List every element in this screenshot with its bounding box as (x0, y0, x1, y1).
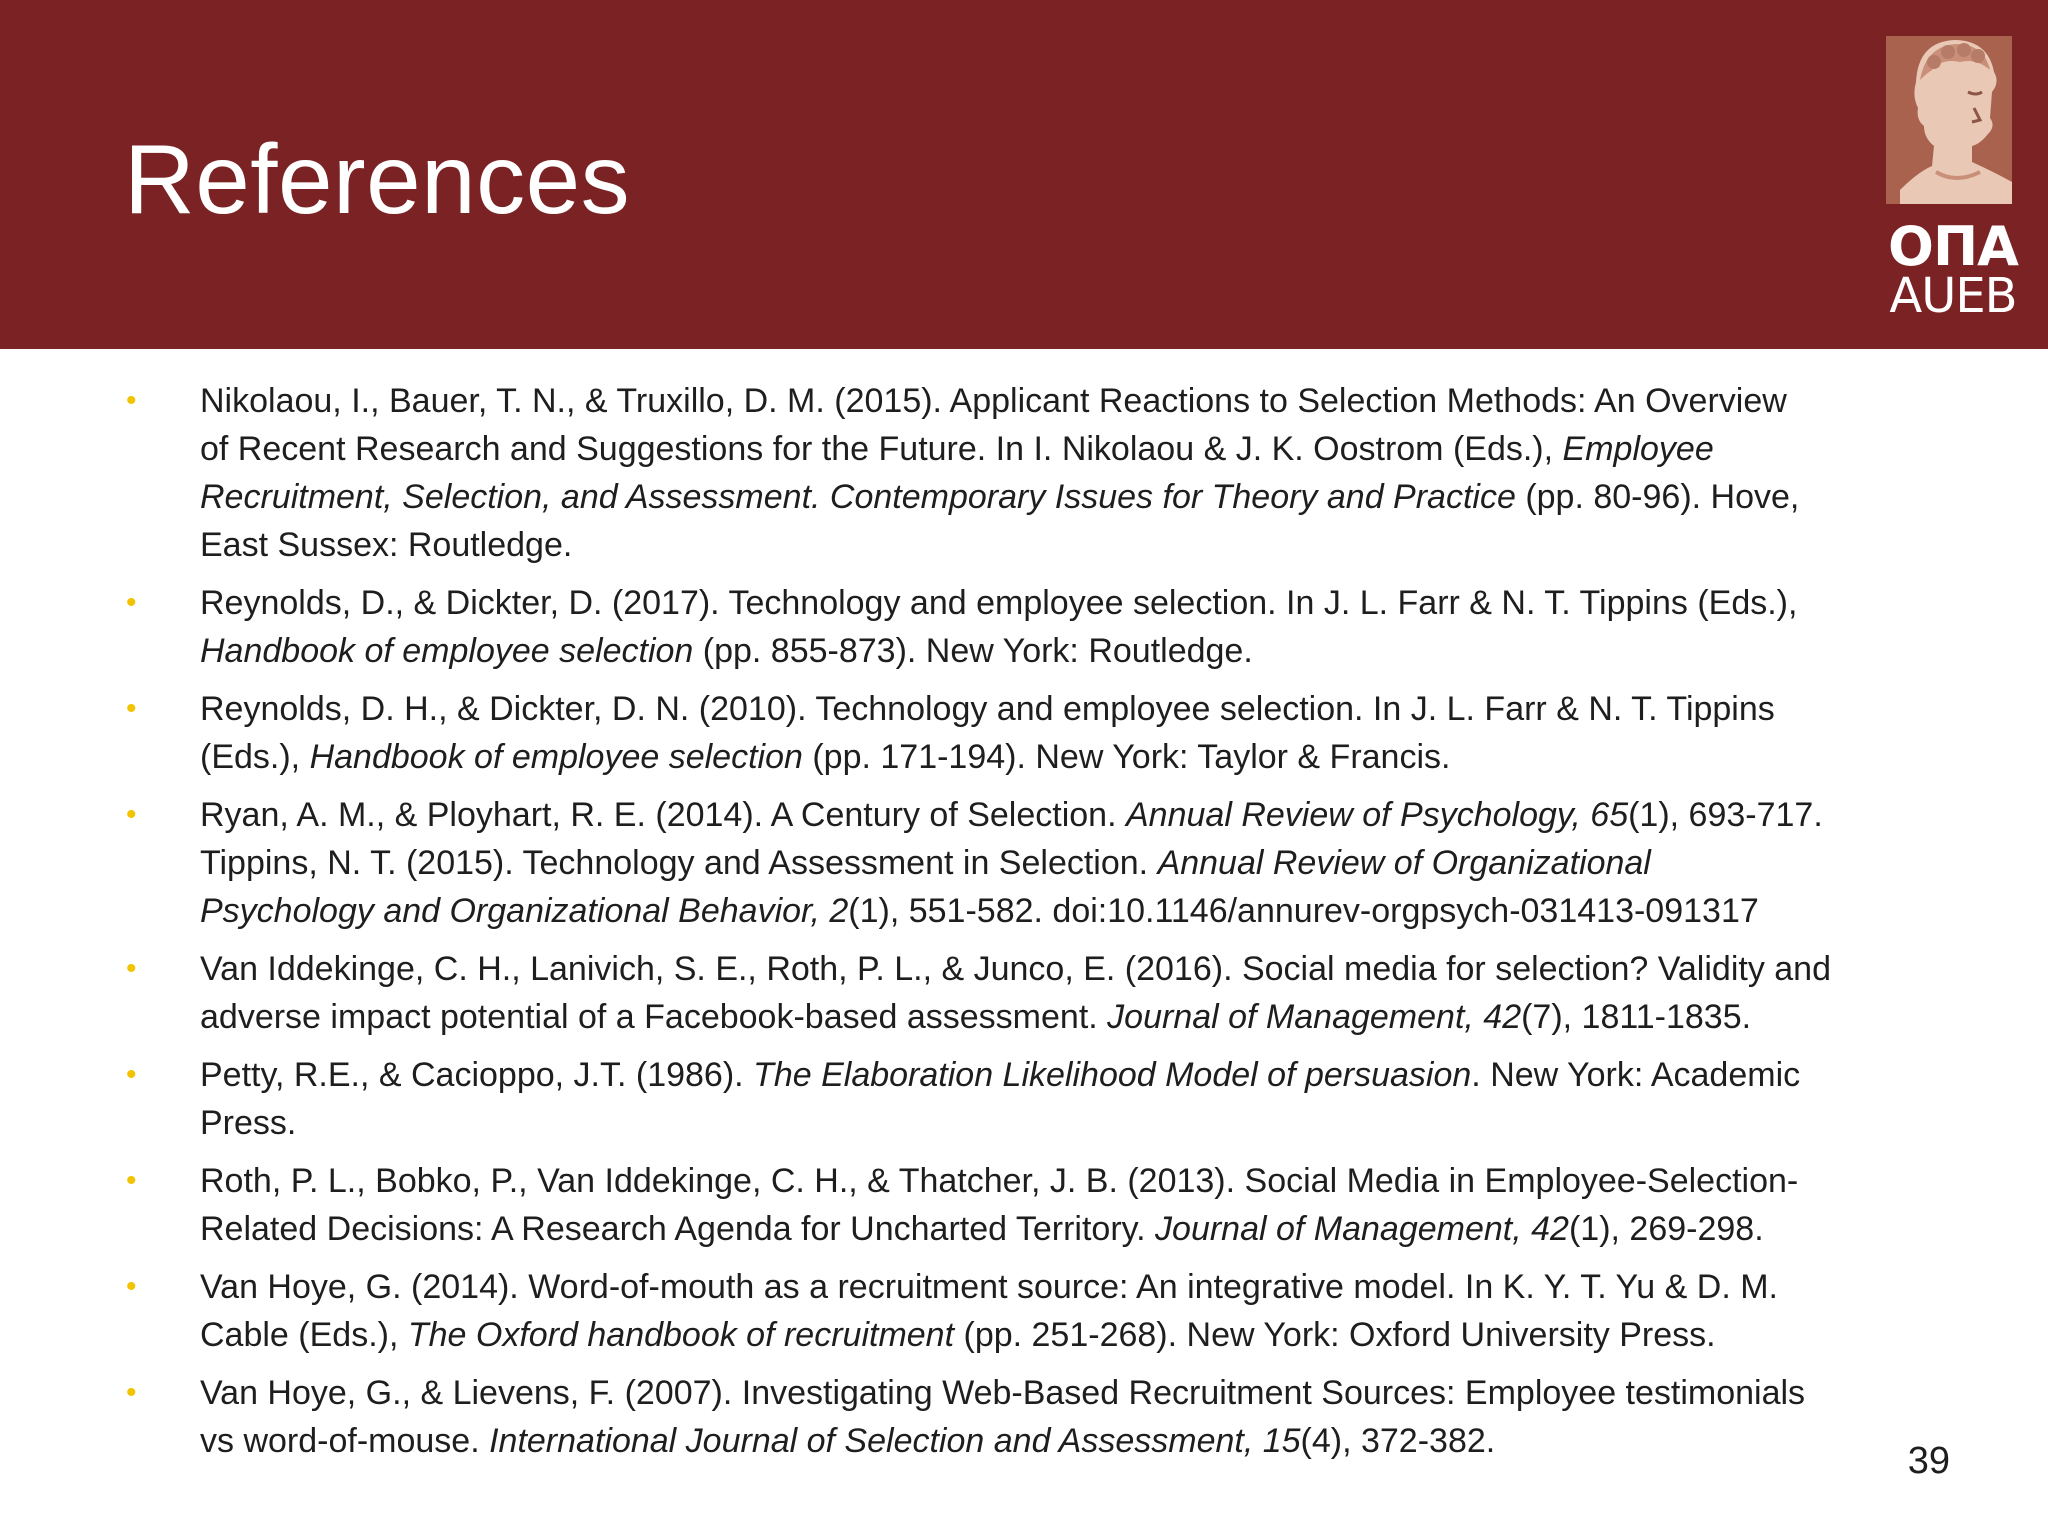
bullet-icon: • (126, 1376, 137, 1409)
reference-text: Cable (Eds.), (200, 1316, 408, 1354)
reference-text: Roth, P. L., Bobko, P., Van Iddekinge, C. H., & Thatcher, J. B. (2013). Social Media in Employee-Selection- (200, 1162, 1799, 1200)
reference-line (200, 1051, 1920, 1099)
reference-italic-text: Handbook of employee selection (200, 632, 694, 670)
slide-body (0, 349, 2048, 1536)
reference-text: vs word-of-mouse. (200, 1422, 490, 1460)
reference-italic-text: Handbook of employee selection (309, 738, 803, 776)
logo-text-aueb: AUEB (1889, 268, 2017, 324)
reference-text: Van Hoye, G. (2014). Word-of-mouth as a recruitment source: An integrative model. In K. Y. T. Yu & D. M. (200, 1268, 1778, 1306)
reference-line (200, 887, 1920, 935)
reference-line (200, 1369, 1920, 1417)
reference-italic-text: Journal of Management, 42 (1155, 1210, 1569, 1248)
bullet-icon: • (126, 1270, 137, 1303)
reference-line (200, 377, 1920, 425)
reference-text: . New York: Academic (1471, 1056, 1801, 1094)
slide-title: References (124, 124, 631, 234)
reference-line (200, 425, 1920, 473)
reference-italic-text: Annual Review of Organizational (1157, 844, 1651, 882)
bullet-icon: • (126, 586, 137, 619)
reference-italic-text: The Elaboration Likelihood Model of persuasion (753, 1056, 1472, 1094)
reference-text: (pp. 171-194). New York: Taylor & Francis. (802, 738, 1451, 776)
reference-text: Related Decisions: A Research Agenda for Uncharted Territory. (200, 1210, 1156, 1248)
reference-line (200, 1157, 1920, 1205)
reference-list (126, 377, 1920, 1475)
reference-italic-text: Journal of Management, 42 (1107, 998, 1522, 1036)
reference-item (126, 685, 1920, 781)
reference-line (200, 579, 1920, 627)
reference-text: Petty, R.E., & Cacioppo, J.T. (1986). (200, 1056, 754, 1094)
reference-text: of Recent Research and Suggestions for the Future. In I. Nikolaou & J. K. Oostrom (Eds.), (200, 430, 1563, 468)
reference-line (200, 993, 1920, 1041)
reference-text: (pp. 855-873). New York: Routledge. (693, 632, 1253, 670)
reference-item (126, 791, 1920, 935)
reference-text: (7), 1811-1835. (1521, 998, 1752, 1036)
reference-text: (pp. 80-96). Hove, (1515, 478, 1800, 516)
reference-line (200, 521, 1920, 569)
reference-line (200, 733, 1920, 781)
reference-italic-text: Annual Review of Psychology, 65 (1126, 796, 1629, 834)
reference-text: Nikolaou, I., Bauer, T. N., & Truxillo, D. M. (2015). Applicant Reactions to Selection Methods: An Overview (200, 382, 1787, 420)
reference-line (200, 839, 1920, 887)
reference-italic-text: Recruitment, Selection, and Assessment. Contemporary Issues for Theory and Practice (200, 478, 1516, 516)
reference-italic-text: The Oxford handbook of recruitment (407, 1316, 955, 1354)
reference-text: Reynolds, D. H., & Dickter, D. N. (2010). Technology and employee selection. In J. L. Farr & N. T. Tippins (200, 690, 1775, 728)
reference-text: (Eds.), (200, 738, 310, 776)
reference-text: Van Iddekinge, C. H., Lanivich, S. E., Roth, P. L., & Junco, E. (2016). Social media for selection? Validity and (200, 950, 1831, 988)
reference-text: Press. (200, 1104, 297, 1142)
reference-text: Van Hoye, G., & Lievens, F. (2007). Investigating Web-Based Recruitment Sources: Employee testimonials (200, 1374, 1806, 1412)
reference-text: Reynolds, D., & Dickter, D. (2017). Technology and employee selection. In J. L. Farr & N. T. Tippins (Eds.), (200, 584, 1798, 622)
bullet-icon: • (126, 1164, 137, 1197)
reference-item (126, 1369, 1920, 1465)
reference-text: (1), 693-717. (1628, 796, 1823, 834)
reference-line (200, 1417, 1920, 1465)
bullet-icon: • (126, 798, 137, 831)
logo-text-opa: ΟΠΑ (1888, 215, 2018, 278)
reference-text: East Sussex: Routledge. (200, 526, 573, 564)
reference-item (126, 1263, 1920, 1359)
bullet-icon: • (126, 692, 137, 725)
reference-italic-text: International Journal of Selection and Assessment, 15 (489, 1422, 1301, 1460)
reference-italic-text: Employee (1562, 430, 1714, 468)
reference-line (200, 791, 1920, 839)
reference-line (200, 945, 1920, 993)
reference-item (126, 579, 1920, 675)
reference-text: (1), 269-298. (1568, 1210, 1764, 1248)
reference-item (126, 1157, 1920, 1253)
hermes-bust-icon (1876, 22, 2026, 212)
bullet-icon: • (126, 1058, 137, 1091)
reference-item (126, 1051, 1920, 1147)
reference-line (200, 473, 1920, 521)
reference-line (200, 627, 1920, 675)
reference-text: adverse impact potential of a Facebook-based assessment. (200, 998, 1108, 1036)
reference-item (126, 377, 1920, 569)
reference-item (126, 945, 1920, 1041)
reference-line (200, 685, 1920, 733)
reference-line (200, 1205, 1920, 1253)
reference-text: (4), 372-382. (1300, 1422, 1496, 1460)
bullet-icon: • (126, 384, 137, 417)
reference-text: Ryan, A. M., & Ployhart, R. E. (2014). A Century of Selection. (200, 796, 1126, 834)
reference-line (200, 1099, 1920, 1147)
reference-text: Tippins, N. T. (2015). Technology and Assessment in Selection. (200, 844, 1158, 882)
slide-header (0, 0, 2048, 349)
bullet-icon: • (126, 952, 137, 985)
reference-line (200, 1263, 1920, 1311)
aueb-logo (1876, 22, 2026, 322)
reference-text: (pp. 251-268). New York: Oxford University Press. (954, 1316, 1716, 1354)
page-number: 39 (1907, 1440, 1950, 1482)
reference-italic-text: Psychology and Organizational Behavior, 2 (200, 892, 849, 930)
reference-text: (1), 551-582. doi:10.1146/annurev-orgpsych-031413-091317 (848, 892, 1759, 930)
reference-line (200, 1311, 1920, 1359)
